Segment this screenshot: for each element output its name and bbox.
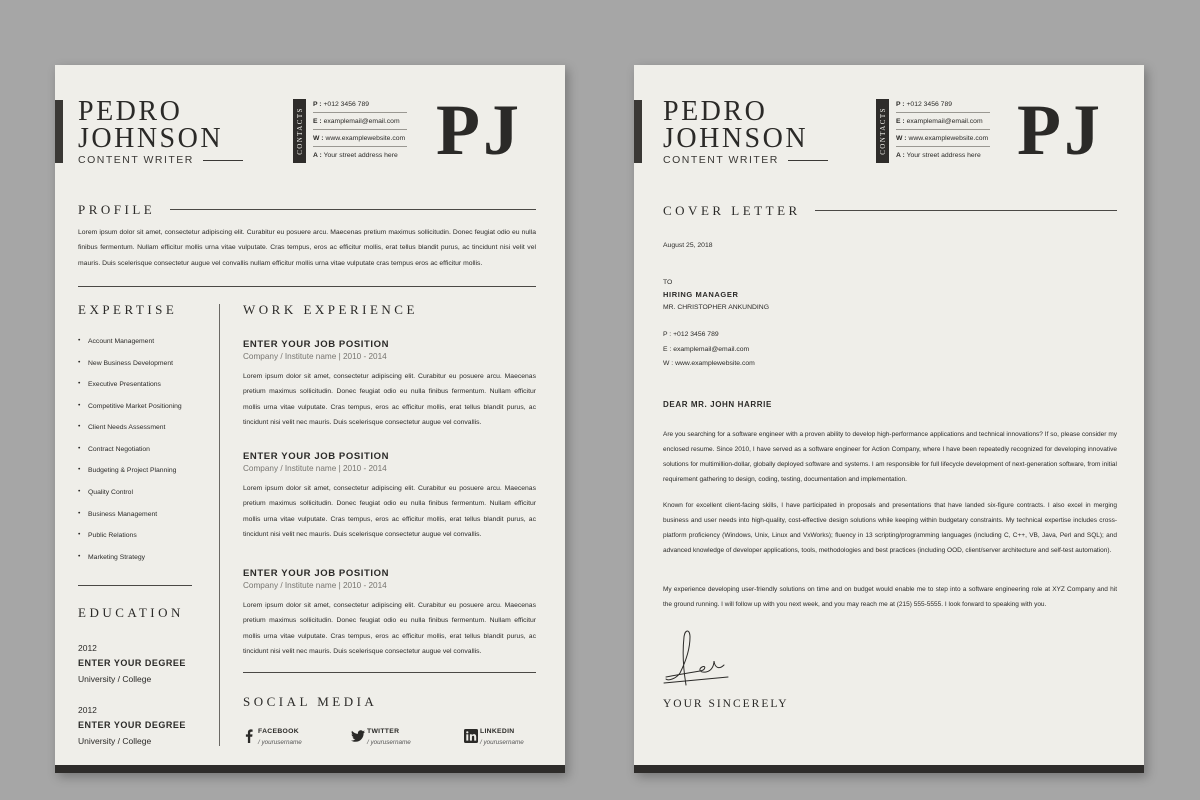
divider [313,146,407,147]
recipient-name: MR. CHRISTOPHER ANKUNDING [663,304,769,311]
job-description: Lorem ipsum dolor sit amet, consectetur adipiscing elit. Curabitur eu posuere arcu. Maecenas pretium maximus sollicitudin. Donec feugiat odio eu nulla finibus fermentum. Nullam efficitur mollis urna vitae vulputate. Cras tempus, eros ac efficitur mollis, erat tellus blandit purus, ac tincidunt nisi velit nec mauris. Duis scelerisque consectetur augue vel convallis. [243,373,536,427]
resume-name [78,98,223,152]
divider [78,286,536,287]
social-handle: / yourusername [258,739,302,746]
twitter-icon [351,729,365,743]
profile-title: PROFILE [78,202,156,217]
contacts-tab [876,99,889,163]
contact-address: A : Your street address here [313,152,398,159]
contact-address: A : Your street address here [896,152,981,159]
list-item: • Marketing Strategy [88,554,145,561]
job-description: Lorem ipsum dolor sit amet, consectetur adipiscing elit. Curabitur eu posuere arcu. Maecenas pretium maximus sollicitudin. Donec feugiat odio eu nulla finibus fermentum. Nullam efficitur mollis urna vitae vulputate. Cras tempus, eros ac efficitur mollis, erat tellus blandit purus, ac tincidunt nisi velit nec mauris. Duis scelerisque consectetur augue vel convallis. [243,602,536,656]
facebook-icon [242,729,256,743]
job-position: ENTER YOUR JOB POSITION [243,339,390,350]
signature-image [662,625,732,690]
resume-role: CONTENT WRITER [78,154,194,166]
job-description: Lorem ipsum dolor sit amet, consectetur adipiscing elit. Curabitur eu posuere arcu. Maecenas pretium maximus sollicitudin. Donec feugiat odio eu nulla finibus fermentum. Nullam efficitur mollis urna vitae vulputate. Cras tempus, eros ac efficitur mollis, erat tellus blandit purus, ac tincidunt nisi velit nec mauris. Duis scelerisque consectetur augue vel convallis. [243,485,536,539]
to-label: TO [663,279,673,286]
job-position: ENTER YOUR JOB POSITION [243,451,390,462]
cover-letter-page [634,65,1144,773]
cover-letter-title: COVER LETTER [663,203,801,218]
list-item: • Business Management [88,511,157,518]
divider [203,160,243,161]
list-item: • Contract Negotiation [88,446,150,453]
job-company: Company / Institute name | 2010 - 2014 [243,581,387,590]
footer-bar [55,765,565,773]
letter-paragraph: My experience developing user-friendly solutions on time and on budget would enable me to step into a software engineering role at XYZ Company and hit the ground running. I will follow up with you next week, and you may reach me at (215) 555-5555. I look forward to speaking with you. [663,586,1117,608]
education-degree: ENTER YOUR DEGREE [78,720,186,730]
letter-date: August 25, 2018 [663,242,713,249]
name-first: PEDRO [663,96,768,127]
job-position: ENTER YOUR JOB POSITION [243,568,390,579]
closing: YOUR SINCERELY [663,698,789,710]
letter-name [663,98,808,152]
linkedin-icon [464,729,478,743]
divider [896,112,990,113]
social-name: FACEBOOK [258,728,299,735]
divider [170,209,536,210]
list-item: • Competitive Market Positioning [88,403,182,410]
column-divider [219,304,220,746]
contacts-tab [293,99,306,163]
education-year: 2012 [78,643,97,653]
letter-paragraph: Are you searching for a software engineer with a proven ability to develop high-performance applications and technical innovations? If so, please consider my enclosed resume. Since 2010, I have served as a software engineer for Action Company, where I have been repeatedly recognized for developing innovative solutions for multimillion-dollar, globally deployed software and systems. I am responsible for full lifecycle development of next-generation software, from initial requirement gathering to design, coding, testing, documentation and implementation. [663,431,1117,483]
education-year: 2012 [78,705,97,715]
social-name: LINKEDIN [480,728,515,735]
list-item: • Client Needs Assessment [88,424,165,431]
header-accent-bar [55,100,63,163]
expertise-title: EXPERTISE [78,302,178,317]
divider [313,112,407,113]
list-item: • Executive Presentations [88,381,161,388]
contact-email: E : examplemail@email.com [896,118,983,125]
profile-text: Lorem ipsum dolor sit amet, consectetur adipiscing elit. Curabitur eu posuere arcu. Maecenas pretium maximus sollicitudin. Donec feugiat odio eu nulla finibus fermentum. Nullam efficitur mollis urna vitae vulputate. Cras tempus, eros ac efficitur mollis, erat tellus blandit purus, ac tincidunt nisi velit vel mauris. Duis scelerisque consectetur augue vel convallis nullam efficitur mollis urna vitae vulputate cras tempus eros ac efficitur mollis. [78,229,536,267]
contact-phone: P : +012 3456 789 [896,101,953,108]
contact-phone: P : +012 3456 789 [313,101,370,108]
header-accent-bar [634,100,642,163]
contact-website: W : www.examplewebsite.com [313,135,406,142]
contacts-label: CONTACTS [878,107,887,155]
monogram: PJ [436,90,522,170]
contact-website: W : www.examplewebsite.com [896,135,989,142]
recipient-phone: P : +012 3456 789 [663,331,719,338]
job-company: Company / Institute name | 2010 - 2014 [243,464,387,473]
monogram: PJ [1017,90,1103,170]
list-item: • Public Relations [88,532,137,539]
social-linkedin[interactable] [464,727,544,749]
education-school: University / College [78,674,152,684]
divider [788,160,828,161]
contact-email: E : examplemail@email.com [313,118,400,125]
resume-page [55,65,565,773]
name-first: PEDRO [78,96,183,127]
recipient-website: W : www.examplewebsite.com [663,360,755,367]
work-experience-title: WORK EXPERIENCE [243,302,418,317]
name-last: JOHNSON [78,123,224,154]
divider [896,146,990,147]
letter-paragraph: Known for excellent client-facing skills, I have participated in proposals and presentations that have landed six-figure contracts. I also excel in merging business and user needs into high-quality, cost-effective design solutions while keeping within budgetary constraints. My technical expertise includes cross-platform proficiency (Windows, Unix, Linux and VxWorks); fluency in 13 scripting/programming languages (including C, C++, VB, Java, Perl and SQL); and advanced knowledge of developer applications, tools, methodologies and best practices (including OOD, client/server architecture and self-test automation). [663,502,1117,554]
list-item: • New Business Development [88,360,173,367]
education-title: EDUCATION [78,605,184,620]
letter-role: CONTENT WRITER [663,154,779,166]
divider [896,129,990,130]
contacts-label: CONTACTS [295,107,304,155]
name-last: JOHNSON [663,123,809,154]
social-media-title: SOCIAL MEDIA [243,694,378,709]
list-item: • Budgeting & Project Planning [88,467,176,474]
divider [243,672,536,673]
social-twitter[interactable] [351,727,441,749]
recipient-email: E : examplemail@email.com [663,346,750,353]
social-name: TWITTER [367,728,400,735]
list-item: • Account Management [88,338,154,345]
education-degree: ENTER YOUR DEGREE [78,658,186,668]
recipient-title: HIRING MANAGER [663,290,739,299]
education-school: University / College [78,736,152,746]
social-handle: / yourusername [367,739,411,746]
social-handle: / yourusername [480,739,524,746]
salutation: DEAR MR. JOHN HARRIE [663,400,772,409]
footer-bar [634,765,1144,773]
social-facebook[interactable] [242,727,332,749]
list-item: • Quality Control [88,489,133,496]
divider [313,129,407,130]
job-company: Company / Institute name | 2010 - 2014 [243,352,387,361]
divider [78,585,192,586]
divider [815,210,1117,211]
